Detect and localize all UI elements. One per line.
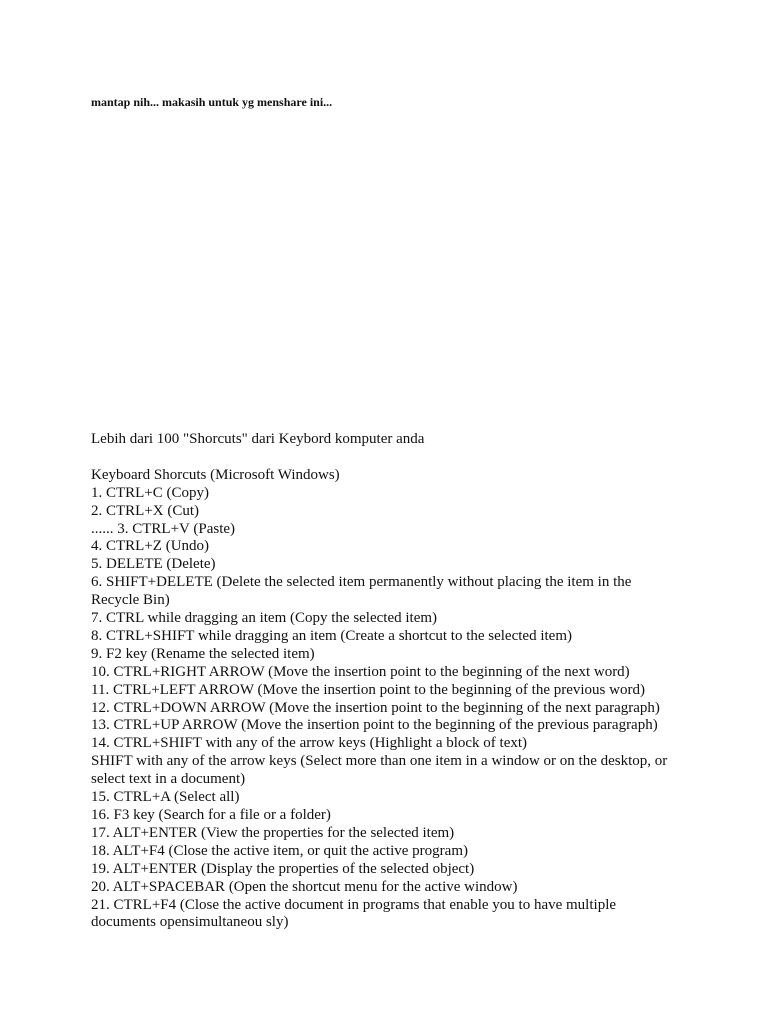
shortcut-line-18: 18. ALT+F4 (Close the active item, or quit the active program) (91, 842, 468, 859)
shortcut-line-shift: SHIFT with any of the arrow keys (Select more than one item in a window or on the desktop, or select text in a document) (91, 753, 668, 788)
shortcut-line-10: 10. CTRL+RIGHT ARROW (Move the insertion point to the beginning of the next word) (91, 663, 630, 680)
shortcut-line-9: 9. F2 key (Rename the selected item) (91, 645, 315, 662)
shortcut-line-11: 11. CTRL+LEFT ARROW (Move the insertion point to the beginning of the previous word) (91, 681, 645, 698)
shortcut-line-13: 13. CTRL+UP ARROW (Move the insertion point to the beginning of the previous paragraph) (91, 717, 658, 734)
document-heading: Lebih dari 100 "Shorcuts" dari Keybord komputer anda (91, 431, 425, 447)
shortcut-line-14: 14. CTRL+SHIFT with any of the arrow keys (Highlight a block of text) (91, 735, 528, 752)
shortcut-line-5: 5. DELETE (Delete) (91, 556, 216, 573)
shortcut-line-17: 17. ALT+ENTER (View the properties for the selected item) (91, 824, 455, 841)
blank-line (91, 449, 681, 467)
shortcut-line-2: 2. CTRL+X (Cut) (91, 502, 200, 519)
shortcut-line-15: 15. CTRL+A (Select all) (91, 789, 240, 806)
shortcut-line-6: 6. SHIFT+DELETE (Delete the selected item permanently without placing the item in the Recycle Bin) (91, 574, 632, 609)
shortcut-line-21: 21. CTRL+F4 (Close the active document in programs that enable you to have multiple documents opensimultaneou sly) (91, 896, 617, 931)
shortcut-line-4: 4. CTRL+Z (Undo) (91, 538, 210, 555)
shortcut-line-1: 1. CTRL+C (Copy) (91, 484, 210, 501)
document-body (91, 431, 681, 932)
shortcut-line-7: 7. CTRL while dragging an item (Copy the selected item) (91, 610, 438, 627)
comment-text: mantap nih... makasih untuk yg menshare ini... (91, 95, 333, 109)
section-heading: Keyboard Shorcuts (Microsoft Windows) (91, 466, 340, 483)
shortcut-line-8: 8. CTRL+SHIFT while dragging an item (Create a shortcut to the selected item) (91, 627, 572, 644)
shortcut-line-20: 20. ALT+SPACEBAR (Open the shortcut menu for the active window) (91, 878, 518, 895)
shortcut-line-12: 12. CTRL+DOWN ARROW (Move the insertion point to the beginning of the next paragraph) (91, 699, 660, 716)
shortcut-line-3: ...... 3. CTRL+V (Paste) (91, 520, 236, 537)
shortcut-line-16: 16. F3 key (Search for a file or a folder) (91, 807, 331, 824)
shortcut-line-19: 19. ALT+ENTER (Display the properties of the selected object) (91, 860, 475, 877)
